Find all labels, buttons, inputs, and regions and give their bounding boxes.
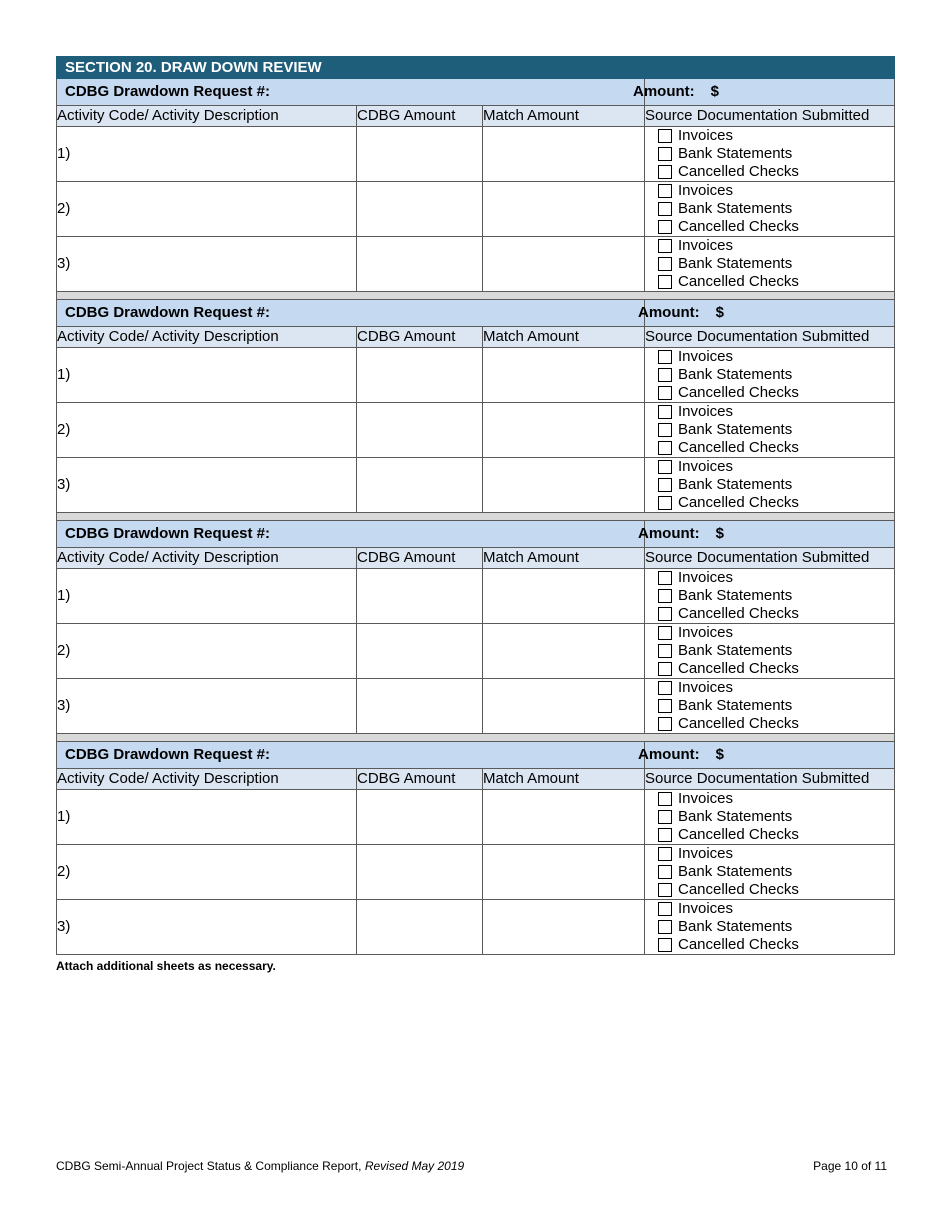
drawdown-request-label[interactable]: CDBG Drawdown Request #: bbox=[57, 521, 645, 548]
activity-row bbox=[57, 569, 895, 624]
cancelled-checks-label: Cancelled Checks bbox=[678, 826, 799, 843]
doc-option[interactable] bbox=[658, 605, 894, 623]
source-docs-column-header: Source Documentation Submitted bbox=[645, 106, 895, 127]
checkbox-icon[interactable] bbox=[658, 202, 672, 216]
amount-label: Amount: bbox=[638, 304, 700, 321]
doc-option[interactable] bbox=[658, 384, 894, 402]
amount-field[interactable] bbox=[638, 742, 895, 769]
cdbg-amount-cell[interactable] bbox=[357, 403, 483, 458]
checkbox-icon[interactable] bbox=[658, 902, 672, 916]
invoices-label: Invoices bbox=[678, 458, 734, 475]
amount-field[interactable] bbox=[638, 300, 895, 327]
doc-option[interactable] bbox=[658, 182, 894, 200]
checkbox-icon[interactable] bbox=[658, 810, 672, 824]
block-separator bbox=[57, 513, 895, 521]
match-amount-cell[interactable] bbox=[483, 182, 645, 237]
source-docs-cell bbox=[645, 900, 895, 955]
activity-description-cell[interactable] bbox=[57, 790, 357, 845]
activity-column-header: Activity Code/ Activity Description bbox=[57, 769, 357, 790]
source-docs-cell bbox=[645, 403, 895, 458]
bank-statements-label: Bank Statements bbox=[678, 145, 793, 162]
checkbox-icon[interactable] bbox=[658, 239, 672, 253]
invoices-label: Invoices bbox=[678, 348, 734, 365]
doc-option[interactable] bbox=[658, 200, 894, 218]
doc-option[interactable] bbox=[658, 145, 894, 163]
checkbox-icon[interactable] bbox=[658, 681, 672, 695]
source-docs-cell bbox=[645, 348, 895, 403]
cdbg-amount-cell[interactable] bbox=[357, 790, 483, 845]
checkbox-icon[interactable] bbox=[658, 257, 672, 271]
checkbox-icon[interactable] bbox=[658, 607, 672, 621]
invoices-label: Invoices bbox=[678, 679, 734, 696]
doc-option[interactable] bbox=[658, 697, 894, 715]
row-number: 1) bbox=[57, 366, 71, 383]
activity-column-header: Activity Code/ Activity Description bbox=[57, 106, 357, 127]
doc-option[interactable] bbox=[658, 624, 894, 642]
doc-option[interactable] bbox=[658, 218, 894, 236]
activity-description-cell[interactable] bbox=[57, 900, 357, 955]
activity-row bbox=[57, 182, 895, 237]
cdbg-amount-column-header: CDBG Amount bbox=[357, 769, 483, 790]
row-number: 2) bbox=[57, 863, 71, 880]
column-header-row bbox=[57, 769, 895, 790]
column-header-row bbox=[57, 548, 895, 569]
checkbox-icon[interactable] bbox=[658, 865, 672, 879]
activity-row bbox=[57, 237, 895, 292]
checkbox-icon[interactable] bbox=[658, 717, 672, 731]
source-docs-cell bbox=[645, 127, 895, 182]
doc-option[interactable] bbox=[658, 366, 894, 384]
amount-dollar-sign: $ bbox=[710, 83, 719, 100]
activity-description-cell[interactable] bbox=[57, 569, 357, 624]
cancelled-checks-label: Cancelled Checks bbox=[678, 881, 799, 898]
activity-column-header: Activity Code/ Activity Description bbox=[57, 548, 357, 569]
activity-description-cell[interactable] bbox=[57, 348, 357, 403]
doc-option[interactable] bbox=[658, 273, 894, 291]
match-amount-cell[interactable] bbox=[483, 237, 645, 292]
amount-dollar-sign: $ bbox=[715, 525, 724, 542]
doc-option[interactable] bbox=[658, 863, 894, 881]
doc-option[interactable] bbox=[658, 127, 894, 145]
match-amount-column-header: Match Amount bbox=[483, 548, 645, 569]
drawdown-request-row bbox=[57, 521, 895, 548]
activity-row bbox=[57, 845, 895, 900]
row-number: 2) bbox=[57, 421, 71, 438]
bank-statements-label: Bank Statements bbox=[678, 366, 793, 383]
doc-option[interactable] bbox=[658, 403, 894, 421]
amount-dollar-sign: $ bbox=[715, 746, 724, 763]
activity-column-header: Activity Code/ Activity Description bbox=[57, 327, 357, 348]
cdbg-amount-cell[interactable] bbox=[357, 679, 483, 734]
cdbg-amount-cell[interactable] bbox=[357, 127, 483, 182]
doc-option[interactable] bbox=[658, 642, 894, 660]
doc-option[interactable] bbox=[658, 790, 894, 808]
doc-option[interactable] bbox=[658, 881, 894, 899]
doc-option[interactable] bbox=[658, 476, 894, 494]
cancelled-checks-label: Cancelled Checks bbox=[678, 936, 799, 953]
bank-statements-label: Bank Statements bbox=[678, 421, 793, 438]
bank-statements-label: Bank Statements bbox=[678, 863, 793, 880]
activity-row bbox=[57, 900, 895, 955]
page-number: Page 10 of 11 bbox=[813, 1159, 887, 1173]
invoices-label: Invoices bbox=[678, 624, 734, 641]
checkbox-icon[interactable] bbox=[658, 626, 672, 640]
match-amount-cell[interactable] bbox=[483, 127, 645, 182]
checkbox-icon[interactable] bbox=[658, 220, 672, 234]
match-amount-column-header: Match Amount bbox=[483, 327, 645, 348]
checkbox-icon[interactable] bbox=[658, 405, 672, 419]
cancelled-checks-label: Cancelled Checks bbox=[678, 660, 799, 677]
bank-statements-label: Bank Statements bbox=[678, 642, 793, 659]
checkbox-icon[interactable] bbox=[658, 571, 672, 585]
separator-cell bbox=[57, 292, 895, 300]
activity-row bbox=[57, 790, 895, 845]
source-docs-cell bbox=[645, 182, 895, 237]
checkbox-icon[interactable] bbox=[658, 165, 672, 179]
doc-option[interactable] bbox=[658, 715, 894, 733]
doc-option[interactable] bbox=[658, 255, 894, 273]
source-docs-cell bbox=[645, 458, 895, 513]
match-amount-cell[interactable] bbox=[483, 624, 645, 679]
invoices-label: Invoices bbox=[678, 127, 734, 144]
checkbox-icon[interactable] bbox=[658, 792, 672, 806]
checkbox-icon[interactable] bbox=[658, 147, 672, 161]
source-docs-cell bbox=[645, 845, 895, 900]
doc-option[interactable] bbox=[658, 348, 894, 366]
cancelled-checks-label: Cancelled Checks bbox=[678, 163, 799, 180]
checkbox-icon[interactable] bbox=[658, 478, 672, 492]
row-number: 3) bbox=[57, 476, 71, 493]
checkbox-icon[interactable] bbox=[658, 460, 672, 474]
drawdown-request-row bbox=[57, 79, 895, 106]
section-title: SECTION 20. DRAW DOWN REVIEW bbox=[57, 57, 895, 79]
cdbg-amount-column-header: CDBG Amount bbox=[357, 106, 483, 127]
draw-down-review-table bbox=[56, 56, 895, 955]
cdbg-amount-column-header: CDBG Amount bbox=[357, 548, 483, 569]
checkbox-icon[interactable] bbox=[658, 275, 672, 289]
doc-option[interactable] bbox=[658, 494, 894, 512]
checkbox-icon[interactable] bbox=[658, 423, 672, 437]
doc-option[interactable] bbox=[658, 237, 894, 255]
activity-row bbox=[57, 348, 895, 403]
separator-cell bbox=[57, 513, 895, 521]
cdbg-amount-cell[interactable] bbox=[357, 348, 483, 403]
cancelled-checks-label: Cancelled Checks bbox=[678, 715, 799, 732]
activity-row bbox=[57, 679, 895, 734]
source-docs-cell bbox=[645, 679, 895, 734]
source-docs-cell bbox=[645, 237, 895, 292]
checkbox-icon[interactable] bbox=[658, 920, 672, 934]
doc-option[interactable] bbox=[658, 587, 894, 605]
invoices-label: Invoices bbox=[678, 403, 734, 420]
activity-row bbox=[57, 403, 895, 458]
doc-option[interactable] bbox=[658, 439, 894, 457]
doc-option[interactable] bbox=[658, 458, 894, 476]
bank-statements-label: Bank Statements bbox=[678, 255, 793, 272]
activity-description-cell[interactable] bbox=[57, 182, 357, 237]
doc-option[interactable] bbox=[658, 421, 894, 439]
cdbg-amount-cell[interactable] bbox=[357, 624, 483, 679]
doc-option[interactable] bbox=[658, 679, 894, 697]
separator-cell bbox=[57, 734, 895, 742]
section-header bbox=[57, 57, 895, 79]
row-number: 2) bbox=[57, 642, 71, 659]
cdbg-amount-cell[interactable] bbox=[357, 845, 483, 900]
bank-statements-label: Bank Statements bbox=[678, 697, 793, 714]
bank-statements-label: Bank Statements bbox=[678, 918, 793, 935]
attach-note: Attach additional sheets as necessary. bbox=[56, 959, 276, 973]
amount-label: Amount: bbox=[633, 83, 695, 100]
checkbox-icon[interactable] bbox=[658, 589, 672, 603]
activity-row bbox=[57, 458, 895, 513]
cdbg-amount-cell[interactable] bbox=[357, 569, 483, 624]
match-amount-cell[interactable] bbox=[483, 845, 645, 900]
amount-field[interactable] bbox=[638, 521, 895, 548]
invoices-label: Invoices bbox=[678, 900, 734, 917]
amount-dollar-sign: $ bbox=[715, 304, 724, 321]
match-amount-column-header: Match Amount bbox=[483, 106, 645, 127]
doc-option[interactable] bbox=[658, 936, 894, 954]
bank-statements-label: Bank Statements bbox=[678, 476, 793, 493]
doc-option[interactable] bbox=[658, 808, 894, 826]
checkbox-icon[interactable] bbox=[658, 644, 672, 658]
row-number: 1) bbox=[57, 587, 71, 604]
activity-description-cell[interactable] bbox=[57, 845, 357, 900]
invoices-label: Invoices bbox=[678, 845, 734, 862]
checkbox-icon[interactable] bbox=[658, 938, 672, 952]
block-separator bbox=[57, 292, 895, 300]
cdbg-amount-cell[interactable] bbox=[357, 182, 483, 237]
source-docs-cell bbox=[645, 624, 895, 679]
block-separator bbox=[57, 734, 895, 742]
checkbox-icon[interactable] bbox=[658, 496, 672, 510]
source-docs-cell bbox=[645, 790, 895, 845]
cdbg-amount-column-header: CDBG Amount bbox=[357, 327, 483, 348]
footer-report-title: CDBG Semi-Annual Project Status & Compliance Report, bbox=[56, 1159, 362, 1173]
cdbg-amount-cell[interactable] bbox=[357, 237, 483, 292]
cancelled-checks-label: Cancelled Checks bbox=[678, 218, 799, 235]
activity-description-cell[interactable] bbox=[57, 237, 357, 292]
cdbg-amount-cell[interactable] bbox=[357, 458, 483, 513]
activity-description-cell[interactable] bbox=[57, 403, 357, 458]
source-docs-column-header: Source Documentation Submitted bbox=[645, 327, 895, 348]
checkbox-icon[interactable] bbox=[658, 368, 672, 382]
match-amount-cell[interactable] bbox=[483, 790, 645, 845]
checkbox-icon[interactable] bbox=[658, 847, 672, 861]
invoices-label: Invoices bbox=[678, 182, 734, 199]
column-header-row bbox=[57, 327, 895, 348]
checkbox-icon[interactable] bbox=[658, 386, 672, 400]
invoices-label: Invoices bbox=[678, 569, 734, 586]
checkbox-icon[interactable] bbox=[658, 441, 672, 455]
checkbox-icon[interactable] bbox=[658, 184, 672, 198]
activity-row bbox=[57, 624, 895, 679]
row-number: 3) bbox=[57, 255, 71, 272]
bank-statements-label: Bank Statements bbox=[678, 587, 793, 604]
activity-row bbox=[57, 127, 895, 182]
match-amount-cell[interactable] bbox=[483, 569, 645, 624]
footer-revised: Revised May 2019 bbox=[364, 1159, 465, 1173]
drawdown-request-row bbox=[57, 300, 895, 327]
drawdown-request-label[interactable]: CDBG Drawdown Request #: bbox=[57, 79, 645, 106]
doc-option[interactable] bbox=[658, 569, 894, 587]
cancelled-checks-label: Cancelled Checks bbox=[678, 605, 799, 622]
activity-description-cell[interactable] bbox=[57, 127, 357, 182]
row-number: 3) bbox=[57, 918, 71, 935]
match-amount-cell[interactable] bbox=[483, 679, 645, 734]
source-docs-column-header: Source Documentation Submitted bbox=[645, 548, 895, 569]
doc-option[interactable] bbox=[658, 845, 894, 863]
checkbox-icon[interactable] bbox=[658, 662, 672, 676]
match-amount-cell[interactable] bbox=[483, 458, 645, 513]
column-header-row bbox=[57, 106, 895, 127]
amount-label: Amount: bbox=[638, 525, 700, 542]
checkbox-icon[interactable] bbox=[658, 828, 672, 842]
activity-description-cell[interactable] bbox=[57, 624, 357, 679]
checkbox-icon[interactable] bbox=[658, 129, 672, 143]
activity-description-cell[interactable] bbox=[57, 458, 357, 513]
doc-option[interactable] bbox=[658, 900, 894, 918]
footer-title bbox=[56, 1159, 464, 1173]
cancelled-checks-label: Cancelled Checks bbox=[678, 384, 799, 401]
doc-option[interactable] bbox=[658, 163, 894, 181]
activity-description-cell[interactable] bbox=[57, 679, 357, 734]
amount-field[interactable] bbox=[633, 79, 895, 106]
match-amount-cell[interactable] bbox=[483, 900, 645, 955]
invoices-label: Invoices bbox=[678, 237, 734, 254]
doc-option[interactable] bbox=[658, 660, 894, 678]
bank-statements-label: Bank Statements bbox=[678, 200, 793, 217]
checkbox-icon[interactable] bbox=[658, 350, 672, 364]
row-number: 1) bbox=[57, 145, 71, 162]
cancelled-checks-label: Cancelled Checks bbox=[678, 494, 799, 511]
checkbox-icon[interactable] bbox=[658, 699, 672, 713]
row-number: 3) bbox=[57, 697, 71, 714]
drawdown-request-row bbox=[57, 742, 895, 769]
drawdown-request-label[interactable]: CDBG Drawdown Request #: bbox=[57, 300, 645, 327]
doc-option[interactable] bbox=[658, 918, 894, 936]
drawdown-request-label[interactable]: CDBG Drawdown Request #: bbox=[57, 742, 645, 769]
source-docs-column-header: Source Documentation Submitted bbox=[645, 769, 895, 790]
cancelled-checks-label: Cancelled Checks bbox=[678, 273, 799, 290]
row-number: 2) bbox=[57, 200, 71, 217]
source-docs-cell bbox=[645, 569, 895, 624]
row-number: 1) bbox=[57, 808, 71, 825]
bank-statements-label: Bank Statements bbox=[678, 808, 793, 825]
cdbg-amount-cell[interactable] bbox=[357, 900, 483, 955]
match-amount-cell[interactable] bbox=[483, 348, 645, 403]
match-amount-column-header: Match Amount bbox=[483, 769, 645, 790]
invoices-label: Invoices bbox=[678, 790, 734, 807]
amount-label: Amount: bbox=[638, 746, 700, 763]
match-amount-cell[interactable] bbox=[483, 403, 645, 458]
cancelled-checks-label: Cancelled Checks bbox=[678, 439, 799, 456]
checkbox-icon[interactable] bbox=[658, 883, 672, 897]
doc-option[interactable] bbox=[658, 826, 894, 844]
